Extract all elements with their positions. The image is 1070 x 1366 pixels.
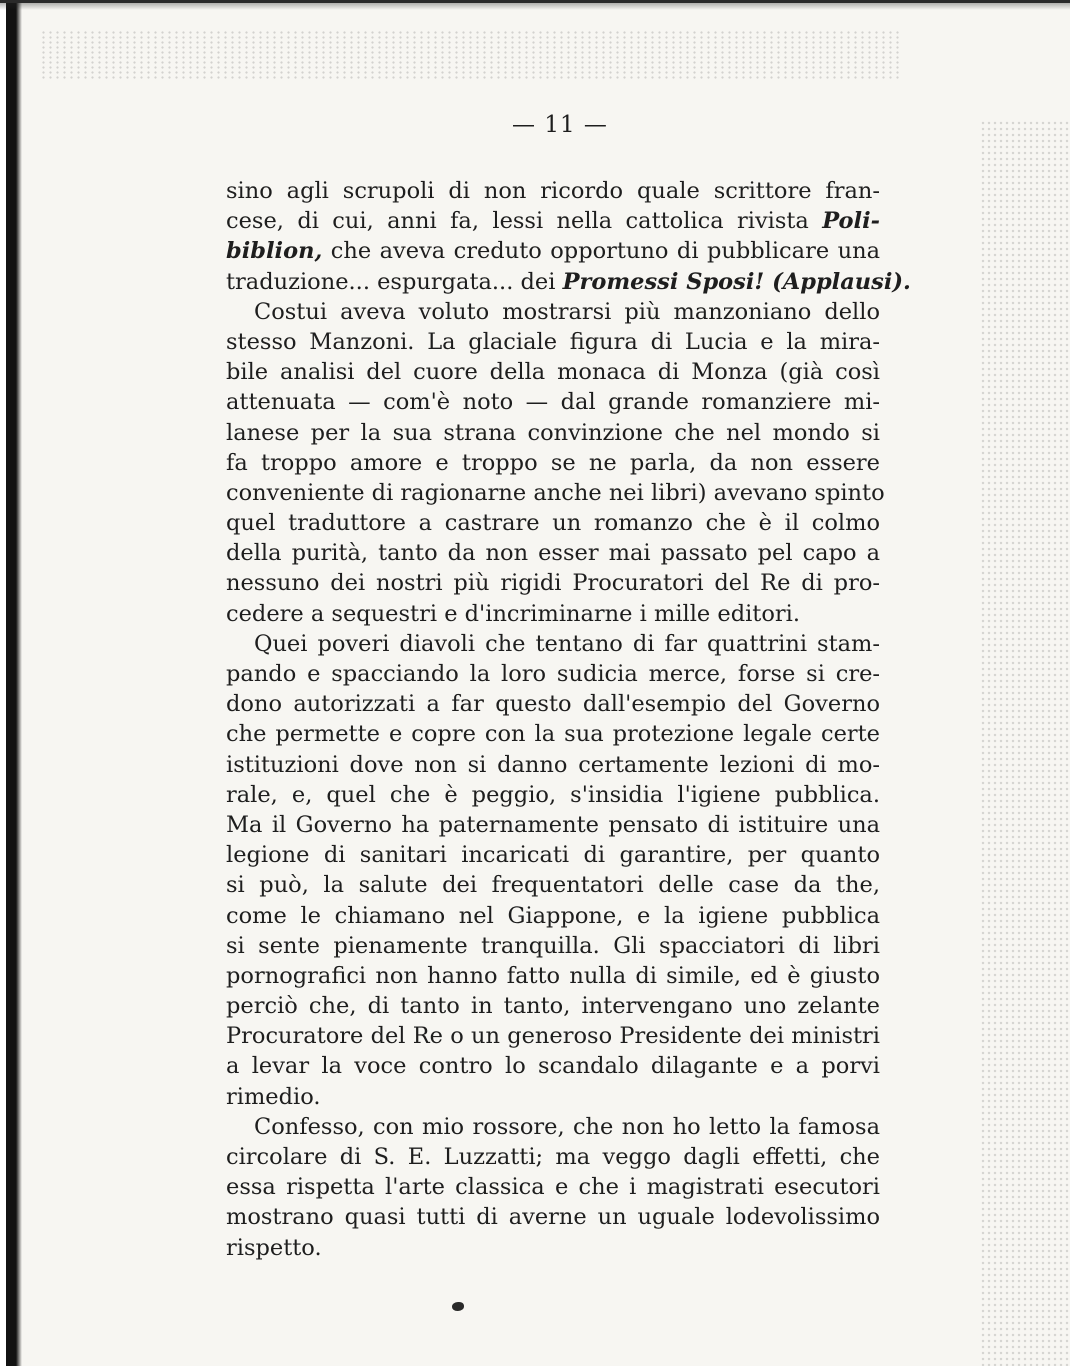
text-line: Confesso, con mio rossore, che non ho letto la famosa bbox=[254, 1113, 880, 1140]
text-line: circolare di S. E. Luzzatti; ma veggo dagli effetti, che bbox=[226, 1144, 880, 1170]
text-line: nessuno dei nostri più rigidi Procuratori del Re di pro- bbox=[226, 570, 880, 597]
text-line: Procuratore del Re o un generoso Presidente dei ministri bbox=[226, 1023, 880, 1050]
paragraph-4 bbox=[226, 1112, 880, 1263]
paragraph-2 bbox=[226, 297, 885, 629]
text-line: legione di sanitari incaricati di garantire, per quanto bbox=[226, 842, 880, 869]
text-line: cedere a sequestri e d'incriminarne i mille editori. bbox=[226, 600, 800, 627]
text-line: conveniente di ragionarne anche nei libri) avevano spinto bbox=[226, 479, 885, 506]
page-number: — 11 — bbox=[512, 112, 608, 138]
text-line: perciò che, di tanto in tanto, intervengano uno zelante bbox=[226, 993, 880, 1020]
text-line: bile analisi del cuore della monaca di Monza (già così bbox=[226, 359, 880, 386]
text-line: cese, di cui, anni fa, lessi nella cattolica rivista Poli- bbox=[226, 208, 880, 235]
scan-noise-right bbox=[980, 120, 1070, 1366]
text-line: biblion, che aveva creduto opportuno di pubblicare una bbox=[226, 238, 880, 265]
text-line: a levar la voce contro lo scandalo dilagante e a porvi bbox=[226, 1053, 880, 1080]
text-line: Ma il Governo ha paternamente pensato di istituire una bbox=[226, 811, 880, 838]
text-line: traduzione... espurgata... dei Promessi Sposi! (Applausi). bbox=[226, 268, 911, 295]
body-text bbox=[226, 176, 911, 1263]
text-line: essa rispetta l'arte classica e che i magistrati esecutori bbox=[226, 1174, 880, 1201]
text-line: Quei poveri diavoli che tentano di far quattrini stam- bbox=[254, 630, 880, 657]
italic-title: Poli- bbox=[822, 208, 880, 235]
text-line: rale, e, quel che è peggio, s'insidia l'igiene pubblica. bbox=[226, 781, 880, 808]
text-line: rimedio. bbox=[226, 1083, 321, 1110]
text-line: lanese per la sua strana convinzione che nel mondo si bbox=[226, 419, 880, 446]
ink-blot bbox=[452, 1302, 464, 1311]
text-line: come le chiamano nel Giappone, e la igiene pubblica bbox=[226, 902, 880, 929]
text-line: fa troppo amore e troppo se ne parla, da non essere bbox=[226, 449, 880, 476]
scan-noise-top bbox=[40, 30, 900, 80]
text-line: stesso Manzoni. La glaciale figura di Lucia e la mira- bbox=[226, 328, 880, 355]
page-top-edge bbox=[0, 0, 1070, 10]
page-binding-edge bbox=[0, 0, 22, 1366]
text-line: attenuata — com'è noto — dal grande romanziere mi- bbox=[226, 389, 880, 416]
text-line: si può, la salute dei frequentatori delle case da the, bbox=[226, 872, 880, 899]
text-line: dono autorizzati a far questo dall'esempio del Governo bbox=[226, 691, 880, 718]
text-line: quel traduttore a castrare un romanzo che è il colmo bbox=[226, 510, 880, 537]
italic-title: Promessi Sposi! (Applausi). bbox=[562, 268, 911, 295]
text-line: Costui aveva voluto mostrarsi più manzoniano dello bbox=[254, 298, 880, 325]
text-line: sino agli scrupoli di non ricordo quale scrittore fran- bbox=[226, 178, 880, 204]
text-line: si sente pienamente tranquilla. Gli spacciatori di libri bbox=[226, 932, 880, 959]
text-line: pando e spacciando la loro sudicia merce, forse si cre- bbox=[226, 661, 880, 687]
italic-title: biblion, bbox=[226, 238, 323, 265]
text-line: che permette e copre con la sua protezione legale certe bbox=[226, 721, 880, 748]
text-line: mostrano quasi tutti di averne un uguale lodevolissimo bbox=[226, 1204, 880, 1231]
text-line: rispetto. bbox=[226, 1234, 322, 1261]
paragraph-1 bbox=[226, 176, 911, 297]
text-line: della purità, tanto da non esser mai passato pel capo a bbox=[226, 540, 880, 567]
paragraph-3 bbox=[226, 629, 880, 1112]
text-line: istituzioni dove non si danno certamente lezioni di mo- bbox=[226, 751, 880, 778]
text-line: pornografici non hanno fatto nulla di simile, ed è giusto bbox=[226, 962, 880, 989]
